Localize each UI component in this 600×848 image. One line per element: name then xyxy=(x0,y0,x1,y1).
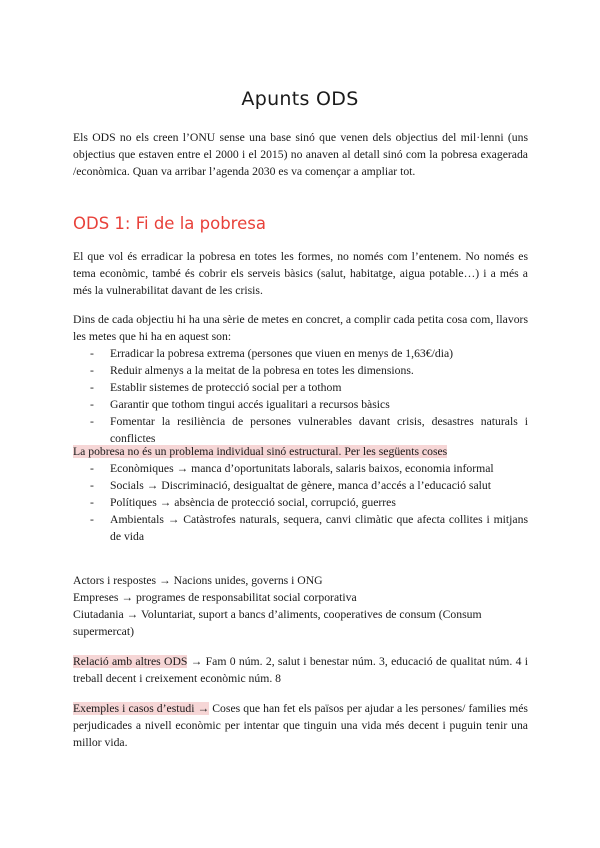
highlighted-text: La pobresa no és un problema individual sinó estructural. Per les següents coses xyxy=(73,445,448,458)
exemples-paragraph xyxy=(73,700,528,751)
paragraph-goals-intro: Dins de cada objectiu hi ha una sèrie de metes en concret, a complir cada petita cosa com, llavors les metes que hi ha en aquest son: xyxy=(73,313,528,343)
list-item: - Ambientals → Catàstrofes naturals, sequera, canvi climàtic que afecta collites i mitjans de vida xyxy=(73,511,528,545)
relacio-paragraph xyxy=(73,653,528,687)
companies-line: Empreses → programes de responsabilitat social corporativa xyxy=(73,591,357,604)
exemples-text: Coses que han fet els països per ajudar a les persones/ families més perjudicades a nivell econòmic per intentar que tinguin una vida més decent i puguin tenir una millor vida. xyxy=(73,702,528,749)
paragraph-objective: El que vol és erradicar la pobresa en totes les formes, no només com l’entenem. No només es tema econòmic, també és cobrir els serveis bàsics (salut, habitatge, aigua potable…) i a més a més la vulnerabilitat davant de les crisis. xyxy=(73,250,528,297)
actors-block xyxy=(73,572,528,640)
page-title: Apunts ODS xyxy=(241,87,359,110)
actors-line: Actors i respostes → Nacions unides, governs i ONG xyxy=(73,574,323,587)
exemples-label: Exemples i casos d’estudi → xyxy=(73,702,210,715)
citizens-line: Ciutadania → Voluntariat, suport a bancs d’aliments, cooperatives de consum (Consum supermercat) xyxy=(73,608,482,638)
list-item: - Garantir que tothom tingui accés igualitari a recursos bàsics xyxy=(73,396,528,413)
list-item: - Erradicar la pobresa extrema (persones que viuen en menys de 1,63€/dia) xyxy=(73,345,528,362)
list-item: - Establir sistemes de protecció social per a tothom xyxy=(73,379,528,396)
list-item: - Socials → Discriminació, desigualtat de gènere, manca d’accés a l’educació salut xyxy=(73,477,528,494)
list-item: - Econòmiques → manca d’oportunitats laborals, salaris baixos, economia informal xyxy=(73,460,528,477)
relacio-label: Relació amb altres ODS xyxy=(73,655,188,668)
list-item: - Reduir almenys a la meitat de la pobresa en totes les dimensions. xyxy=(73,362,528,379)
relacio-text: → Fam 0 núm. 2, salut i benestar núm. 3, educació de qualitat núm. 4 i treball decent i creixement econòmic núm. 8 xyxy=(73,655,528,685)
section-heading: ODS 1: Fi de la pobresa xyxy=(73,214,266,233)
goals-list xyxy=(73,345,528,447)
causes-list xyxy=(73,460,528,545)
structural-line xyxy=(73,443,528,460)
intro-paragraph: Els ODS no els creen l’ONU sense una base sinó que venen dels objectius del mil·lenni (uns objectius que estaven entre el 2000 i el 2015) no anaven al detall sinó com la pobresa exagerada /econòmica. Quan va arribar l’agenda 2030 es va començar a ampliar tot. xyxy=(73,131,528,178)
list-item: - Polítiques → absència de protecció social, corrupció, guerres xyxy=(73,494,528,511)
list-item: - Fomentar la resiliència de persones vulnerables davant crisis, desastres naturals i conflictes xyxy=(73,413,528,447)
